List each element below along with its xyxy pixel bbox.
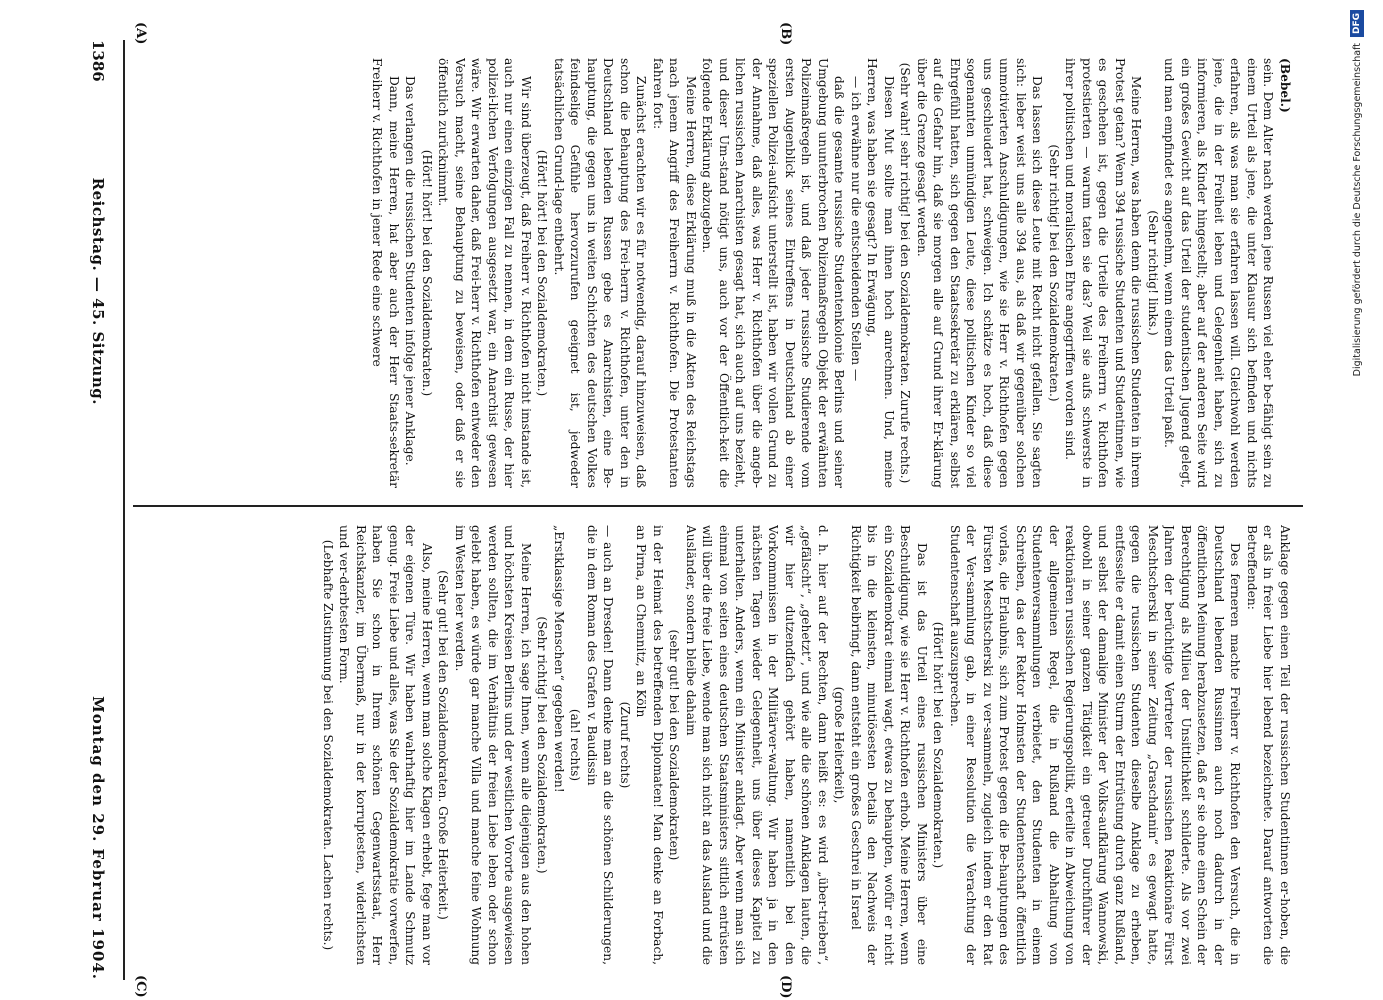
paragraph: Das verlangen die russischen Studenten infolge jener Anklage. bbox=[403, 76, 418, 466]
paragraph: sein. Dem Alter nach werden jene Russen viel eher be-fähigt sein zu einem Urteil als jene, die unter Klausur sich befinden und nichts erfahren, als was man sie erfahren lassen will. Gleichwohl werden jene, die in der Freiheit leben und Gelegenheit haben, sich zu informieren, als Kinder hingestellt; aber auf der anderen Seite wird ein großes Gewicht auf das Urteil der studentischen Jugend gelegt, und man empfindet es angenehm, wenn einem das Urteil paßt. bbox=[1162, 58, 1276, 488]
interjection: (Sehr gut! bei den Sozialdemokraten. Große Heiterkeit.) bbox=[436, 570, 451, 920]
paragraph: Das lassen sich diese Leute mit Recht nicht gefallen. Sie sagten sich: lieber weist uns alle 394 aus, als daß wir gegenüber solchen unmotivierten Anschuldigungen, wie sie Herr v. Richthofen gegen uns geschleudert hat, schweigen. Ich schätze es hoch, daß diese sogenannten unmündigen Leute, diese politischen Kinder so viel Ehrgefühl hatten, sich gegen den Staatssekretär zu erklären, selbst auf die Gefahr hin, daß sie morgen alle auf Grund ihrer Er-klärung über die Grenze gesagt werden. bbox=[915, 58, 1045, 488]
interjection: (Lebhafte Zustimmung bei den Sozialdemokraten. Lachen rechts.) bbox=[321, 539, 335, 951]
digitization-credit: Digitalisierung gefördert durch die Deutsche Forschungsgemeinschaft bbox=[1351, 43, 1363, 377]
quotation: Wir sind überzeugt, daß Freiherr v. Richthofen nicht imstande ist, auch nur einen einzigen Fall zu nennen, in dem ein Russe, der hier polizei-lichen Verfolgungen ausgesetzt war, ein Anarchist gewesen wäre. Wir erwarten daher, daß Frei-herr v. Richthofen entweder den Versuch macht, seine Behauptung zu beweisen, oder daß er sie öffentlich zurücknimmt. bbox=[436, 58, 533, 488]
margin-marker-b: (B) bbox=[778, 22, 793, 46]
session-date: Montag den 29. Februar 1904. bbox=[89, 696, 107, 980]
paragraph: d. h. hier auf der Rechten, dann heißt es: es wird „über-trieben“, „gefälscht“, „gehetzt“, und wie alle die schönen Anklagen lauten, die wir hier dutzendfach gehört haben, namentlich bei den Vorkommnissen in der Militärver-waltung. Wir haben ja in den nächsten Tagen wieder Gelegenheit, uns über dieses Kapitel zu unterhalten. Anders, wenn ein Minister anklagt. Aber wenn man sich einmal von seiten eines deutschen Staatsministers sittlich entrüsten will über die freie Liebe, wende man sich nicht an das Ausland und die Ausländer, sondern bleibe dahaim bbox=[684, 525, 830, 965]
interjection: (Sehr richtig! links.) bbox=[1146, 210, 1160, 336]
interjection: (Zuruf rechts) bbox=[618, 701, 632, 789]
quotation: Des ferneren machte Freiherr v. Richthofen den Versuch, die in Deutschland lebenden Russinnen auch noch dadurch in der öffentlichen Meinung herabzusetzen, daß er sie ohne einen Schein der Berechtigung als Milieu der Unsittlichkeit schilderte. Als vor zwei Jahren der berüchtigte Vertreter der russischen Reaktionäre Fürst Meschtscherski in seiner Zeitung „Graschdanin“ es gewagt hatte, gegen die russischen Studenten dieselbe Anklage zu erheben, entfesselte er damit einen Sturm der Entrüstung durch ganz Rußland, und selbst der damalige Minister der Volks-aufklärung Wannowski, obwohl in seiner ganzen Tätigkeit ein getreuer Durchführer der reaktionären russischen Regierungspolitik, erteilte in Abweichung von der allgemeinen Regel, die in Rußland die Abhaltung von Studentenversammlungen verbietet, den Studenten in einem Schreiben, das der Rektor Holmsten der Studentenschaft öffentlich vorlas, die Erlaubnis, sich zum Protest gegen die Be-hauptungen des Fürsten Meschtscherski zu ver-sammeln, zugleich indem er den Rat der Ver-sammlung gab, in einer Resolution die Verachtung der Studentenschaft auszusprechen. bbox=[948, 525, 1243, 965]
interjection: (Sehr wahr! sehr richtig! bei den Sozialdemokraten. Zurufe rechts.) bbox=[898, 62, 913, 484]
interjection: (große Heiterkeit), bbox=[832, 686, 847, 804]
margin-marker-c: (C) bbox=[133, 975, 148, 998]
margin-marker-d: (D) bbox=[778, 975, 793, 999]
digitization-note bbox=[1342, 10, 1372, 990]
paragraph: Dann, meine Herren, hat aber auch der Herr Staats-sekretär Freiherr v. Richthofen in jener Rede eine schwere bbox=[370, 58, 401, 488]
header-rule bbox=[123, 40, 125, 980]
paragraph: Das ist das Urteil eines russischen Ministers über eine Beschuldigung, wie sie Herr v. Richthofen erhob. Meine Herren, wenn ein Sozialdemokrat einmal wagt, etwas zu behaupten, wofür er nicht bis in die kleinsten, minutiösesten Details den Nachweis der Richtigkeit beibringt, dann entsteht ein großes Geschrei in Israel bbox=[849, 525, 929, 965]
session-title: Reichstag. — 45. Sitzung. bbox=[89, 177, 107, 405]
paragraph: Meine Herren, ich sage Ihnen, wenn alle diejenigen aus den hohen und höchsten Kreisen Berlins und der westlichen Vororte ausgewiesen werden sollten, die im Verhältnis der freien Liebe leben oder schon gelebt haben, es würde gar manche Villa und manche feine Wohnung im Westen leer werden. bbox=[453, 525, 533, 965]
page-number: 1386 bbox=[89, 40, 107, 82]
paragraph: in der Heimat des betreffenden Diplomaten! Man denke an Forbach, an Pirna, an Chemnitz, an Köln bbox=[634, 525, 665, 965]
interjection: (sehr gut! bei den Sozialdemokraten) bbox=[667, 629, 682, 861]
interjection: (Hört! hört! bei den Sozialdemokraten.) bbox=[931, 621, 946, 869]
paragraph: Meine Herren, was haben denn die russischen Studenten in ihrem Protest getan? Wenn 394 russische Studenten und Studentinnen, wie es geschehen ist, gegen die Urteile des Freiherrn v. Richthofen protestierten — warum taten sie das? Weil sie aufs schwerste in ihrer politischen und moralischen Ehre angegriffen worden sind. bbox=[1063, 58, 1144, 488]
paragraph: Anklage gegen einen Teil der russischen Studentinnen er-hoben, die er als in freier Liebe hier lebend bezeichnete. Darauf antworten die Betreffenden: bbox=[1245, 525, 1292, 965]
margin-marker-a: (A) bbox=[133, 22, 148, 45]
right-column bbox=[133, 525, 1293, 965]
paragraph: „Erstklassige Menschen“ gegeben werden! bbox=[552, 525, 566, 793]
interjection: (Sehr richtig! bei den Sozialdemokraten.) bbox=[535, 616, 550, 874]
interjection: (Hört! hört! bei den Sozialdemokraten.) bbox=[420, 149, 434, 397]
quotation: Zunächst erachten wir es für notwendig, darauf hinzuweisen, daß schon die Behauptung des Frei-herrn v. Richthofen, unter den in Deutschland lebenden Russen gebe es Anarchisten, eine Be-hauptung, die gegen uns in weiten Schichten des deutschen Volkes feindselige Gefühle hervorzurufen geeignet ist, jedweder tatsächlichen Grund-lage entbehrt. bbox=[552, 58, 649, 488]
paragraph: Meine Herren, diese Erklärung muß in die Akten des Reichstags nach jenem Angriff des Freiherrn v. Richthofen. Die Protestanten fahren fort: bbox=[651, 58, 698, 488]
interjection: (Sehr richtig! bei den Sozialdemokraten.) bbox=[1047, 144, 1061, 402]
paragraph: Diesen Mut sollte man ihnen hoch anrechnen. Und, meine Herren, was haben sie gesagt? In Erwägung, bbox=[865, 58, 896, 488]
interjection: (Hört! hört! bei den Sozialdemokraten.) bbox=[535, 149, 550, 397]
paragraph: — ich erwähne nur die entscheidenden Stellen — bbox=[849, 76, 863, 382]
left-column bbox=[133, 58, 1293, 488]
column-divider bbox=[133, 505, 1303, 507]
paragraph: — auch an Dresden! Dann denke man an die schönen Schilderungen, die in dem Roman des Grafen v. Baudissin bbox=[585, 525, 616, 965]
interjection: (ah! rechts) bbox=[568, 708, 583, 782]
document-page bbox=[53, 0, 1333, 1000]
paragraph: Also, meine Herren, wenn man solche Klagen erhebt, fege man vor der eigenen Türe. Wir haben wahrhaftig hier im Lande Schmutz genug. Freie Liebe und alles, was Sie der Sozialdemokratie vorwerfen, haben Sie schon in Ihrem schönen Gegenwartsstaat, Herr Reichskanzler, im Übermaß, nur in der korruptesten, widerlichsten und ver-derbtesten Form. bbox=[337, 525, 434, 965]
speaker-label: (Bebel.) bbox=[1278, 58, 1292, 113]
dfg-logo: DFG bbox=[1350, 10, 1364, 37]
page-header bbox=[85, 40, 111, 980]
quotation: daß die gesamte russische Studentenkolonie Berlins und seiner Umgebung ununterbrochen Polizeimaßregeln Objekt der erwähnten Polizeimaßregeln ist, und daß jeder russische Studierende vom ersten Augenblick seines Eintreffens in Deutschland ab einer speziellen Polizei-aufsicht unterstellt ist, haben wir vollen Grund zu der Annahme, daß alles, was Herr v. Richthofen über die angeb-lichen russischen Anarchisten gesagt hat, sich auch auf uns bezieht, und dieser Um-stand nötigt uns, auch vor der Öffentlich-keit die folgende Erklärung abzugeben. bbox=[700, 58, 847, 488]
